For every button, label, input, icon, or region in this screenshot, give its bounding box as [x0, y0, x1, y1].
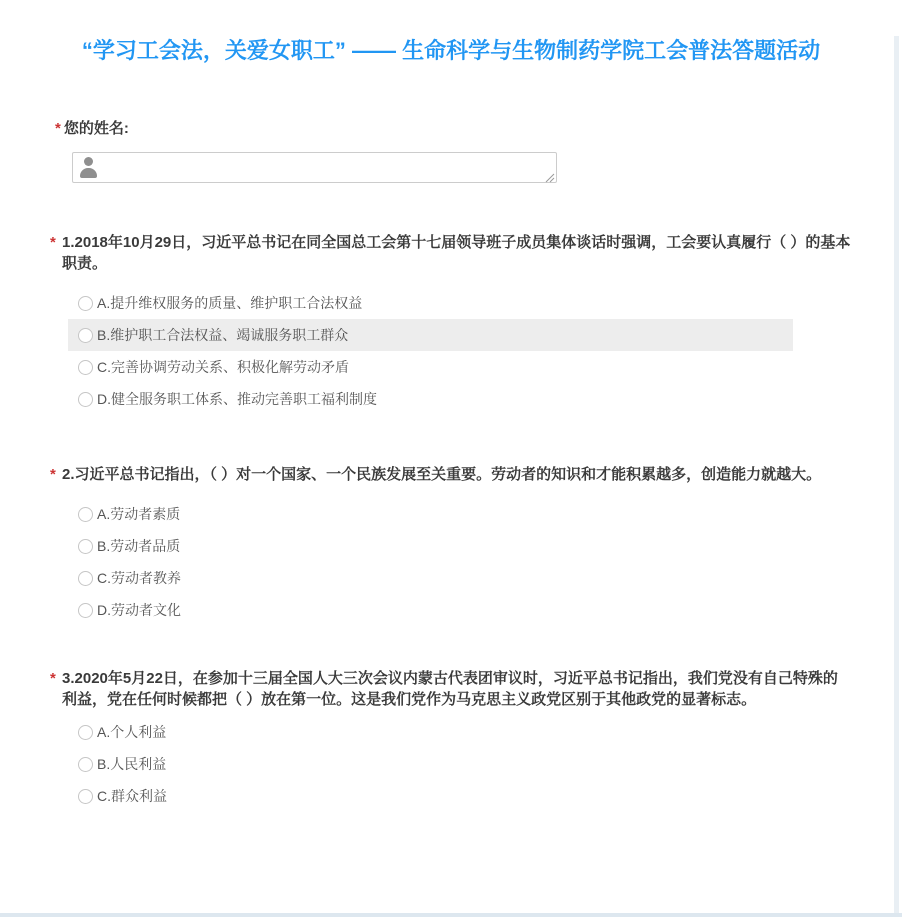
- option-label: A.劳动者素质: [97, 506, 181, 522]
- question-3: [50, 668, 852, 812]
- question-1: [50, 232, 852, 415]
- page-edge-bottom: [0, 913, 902, 917]
- q1-option-d[interactable]: [68, 383, 793, 415]
- radio-button[interactable]: [78, 328, 93, 343]
- required-asterisk: *: [55, 120, 61, 137]
- page-title: “学习工会法，关爱女职工” —— 生命科学与生物制药学院工会普法答题活动: [81, 38, 821, 63]
- option-label: A.个人利益: [97, 724, 167, 740]
- question-1-text: 1.2018年10月29日，习近平总书记在同全国总工会第十七届领导班子成员集体谈话时强调，工会要认真履行（ ）的基本职责。: [62, 234, 851, 272]
- q2-option-c[interactable]: [68, 562, 793, 594]
- q2-option-a[interactable]: [68, 498, 793, 530]
- q3-option-c[interactable]: [68, 780, 793, 812]
- q1-option-b[interactable]: [68, 319, 793, 351]
- option-label: B.人民利益: [97, 756, 167, 772]
- name-field-label: [55, 118, 902, 139]
- name-input-wrap: [72, 152, 557, 183]
- radio-button[interactable]: [78, 789, 93, 804]
- option-label: C.完善协调劳动关系、积极化解劳动矛盾: [97, 359, 349, 375]
- radio-button[interactable]: [78, 725, 93, 740]
- q1-option-c[interactable]: [68, 351, 793, 383]
- question-2: [50, 464, 852, 626]
- question-1-options: [68, 287, 852, 415]
- radio-button[interactable]: [78, 507, 93, 522]
- page-edge-right: [894, 36, 899, 917]
- required-asterisk: *: [50, 670, 56, 687]
- option-label: D.健全服务职工体系、推动完善职工福利制度: [97, 391, 377, 407]
- required-asterisk: *: [50, 234, 56, 251]
- q3-option-a[interactable]: [68, 716, 793, 748]
- radio-button[interactable]: [78, 360, 93, 375]
- name-field-section: [55, 118, 902, 183]
- q3-option-b[interactable]: [68, 748, 793, 780]
- radio-button[interactable]: [78, 296, 93, 311]
- question-2-options: [68, 498, 852, 626]
- required-asterisk: *: [50, 466, 56, 483]
- radio-button[interactable]: [78, 539, 93, 554]
- radio-button[interactable]: [78, 571, 93, 586]
- option-label: C.劳动者教养: [97, 570, 181, 586]
- question-3-text: 3.2020年5月22日，在参加十三届全国人大三次会议内蒙古代表团审议时，习近平总书记指出，我们党没有自己特殊的利益，党在任何时候都把（ ）放在第一位。这是我们党作为马克思主义政党区别于其他政党的显著标志。: [62, 670, 838, 708]
- name-field-label-text: 您的姓名:: [63, 120, 129, 137]
- option-label: B.劳动者品质: [97, 538, 181, 554]
- option-label: D.劳动者文化: [97, 602, 181, 618]
- radio-button[interactable]: [78, 757, 93, 772]
- question-3-title: [50, 668, 852, 710]
- question-1-title: [50, 232, 852, 274]
- q1-option-a[interactable]: [68, 287, 793, 319]
- question-3-options: [68, 716, 852, 812]
- radio-button[interactable]: [78, 603, 93, 618]
- option-label: B.维护职工合法权益、竭诚服务职工群众: [97, 327, 349, 343]
- q2-option-d[interactable]: [68, 594, 793, 626]
- option-label: A.提升维权服务的质量、维护职工合法权益: [97, 295, 363, 311]
- option-label: C.群众利益: [97, 788, 167, 804]
- q2-option-b[interactable]: [68, 530, 793, 562]
- resize-grip-icon[interactable]: [545, 170, 555, 180]
- name-input[interactable]: [72, 152, 557, 183]
- question-2-title: [50, 464, 852, 485]
- radio-button[interactable]: [78, 392, 93, 407]
- question-2-text: 2.习近平总书记指出，（ ）对一个国家、一个民族发展至关重要。劳动者的知识和才能积累越多，创造能力就越大。: [62, 466, 822, 483]
